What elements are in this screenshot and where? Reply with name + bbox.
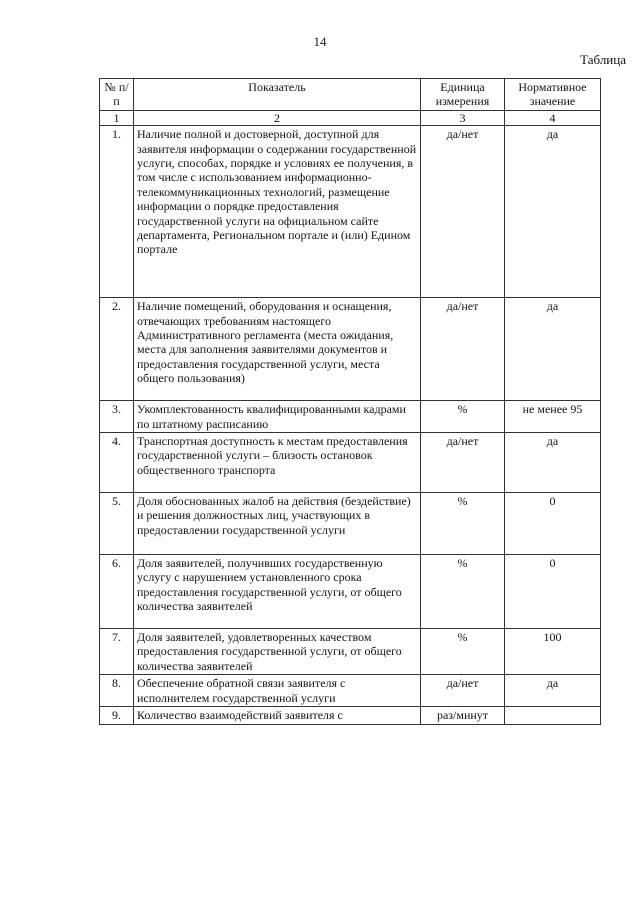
row-indicator: Укомплектованность квалифицированными кадрами по штатному расписанию <box>134 401 421 433</box>
row-number: 3. <box>100 401 134 433</box>
row-number: 7. <box>100 629 134 675</box>
page-number: 14 <box>313 34 327 49</box>
row-unit: да/нет <box>421 433 505 493</box>
row-unit: да/нет <box>421 126 505 298</box>
row-norm: не менее 95 <box>505 401 601 433</box>
column-number: 1 <box>100 110 134 125</box>
row-norm: да <box>505 675 601 707</box>
row-unit: % <box>421 401 505 433</box>
row-norm: 100 <box>505 629 601 675</box>
column-numbering-row <box>100 110 601 125</box>
table-row <box>100 433 601 493</box>
row-norm: да <box>505 298 601 401</box>
column-number: 4 <box>505 110 601 125</box>
row-indicator: Наличие полной и достоверной, доступной для заявителя информации о содержании государственной услуги, способах, порядке и условиях ее получения, в том числе с использованием информационно-телекоммуникационных технологий, размещение информации о порядке предоставления государственной услуги на официальном сайте департамента, Региональном портале и (или) Едином портале <box>134 126 421 298</box>
table-caption: Таблица <box>580 52 626 67</box>
row-unit: % <box>421 555 505 629</box>
table-row <box>100 298 601 401</box>
row-number: 2. <box>100 298 134 401</box>
table-row <box>100 493 601 555</box>
header-unit: Единица измерения <box>421 79 505 111</box>
row-indicator: Доля заявителей, удовлетворенных качеством предоставления государственной услуги, от общего количества заявителей <box>134 629 421 675</box>
row-indicator: Доля заявителей, получивших государственную услугу с нарушением установленного срока предоставления государственной услуги, от общего количества заявителей <box>134 555 421 629</box>
column-number: 2 <box>134 110 421 125</box>
table-row <box>100 629 601 675</box>
row-number: 8. <box>100 675 134 707</box>
row-norm: да <box>505 126 601 298</box>
row-indicator: Доля обоснованных жалоб на действия (бездействие) и решения должностных лиц, участвующих в предоставлении государственной услуги <box>134 493 421 555</box>
row-unit: да/нет <box>421 298 505 401</box>
row-norm <box>505 707 601 725</box>
row-indicator: Количество взаимодействий заявителя с <box>134 707 421 725</box>
header-norm: Нормативное значение <box>505 79 601 111</box>
header-num: № п/п <box>100 79 134 111</box>
table-row <box>100 401 601 433</box>
row-unit: % <box>421 493 505 555</box>
row-norm: 0 <box>505 493 601 555</box>
column-number: 3 <box>421 110 505 125</box>
row-number: 1. <box>100 126 134 298</box>
row-number: 5. <box>100 493 134 555</box>
row-unit: раз/минут <box>421 707 505 725</box>
row-indicator: Обеспечение обратной связи заявителя с исполнителем государственной услуги <box>134 675 421 707</box>
table-row <box>100 707 601 725</box>
table-row <box>100 126 601 298</box>
row-unit: % <box>421 629 505 675</box>
table-row <box>100 555 601 629</box>
row-number: 6. <box>100 555 134 629</box>
row-indicator: Транспортная доступность к местам предоставления государственной услуги – близость остановок общественного транспорта <box>134 433 421 493</box>
table-header-row <box>100 79 601 111</box>
row-norm: 0 <box>505 555 601 629</box>
row-number: 4. <box>100 433 134 493</box>
table-row <box>100 675 601 707</box>
indicators-table <box>99 78 601 725</box>
header-indicator: Показатель <box>134 79 421 111</box>
row-number: 9. <box>100 707 134 725</box>
row-norm: да <box>505 433 601 493</box>
row-unit: да/нет <box>421 675 505 707</box>
row-indicator: Наличие помещений, оборудования и оснащения, отвечающих требованиям настоящего Административного регламента (места ожидания, места для заполнения заявителями документов и предоставления государственной услуги, места общего пользования) <box>134 298 421 401</box>
